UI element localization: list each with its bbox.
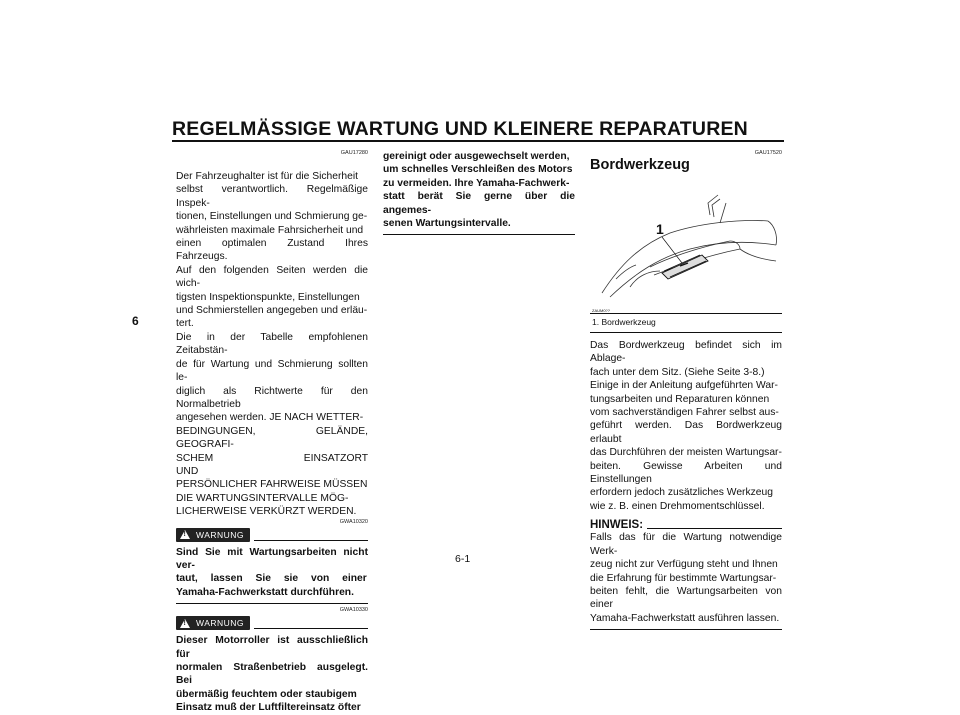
warning-label: WARNUNG (196, 529, 245, 540)
figure-rule (590, 313, 782, 314)
warning-badge (176, 528, 250, 542)
text-line: Yamaha-Fachwerkstatt ausführen lassen. (590, 612, 780, 624)
text-line: SCHEM EINSATZORT UND (176, 452, 368, 477)
warning-code: GWA10330 (339, 607, 368, 614)
figure-callout: 1 (656, 221, 664, 237)
text-line: Dieser Motorroller ist ausschließlich für (176, 635, 368, 660)
note-text (590, 531, 782, 625)
warning-text (176, 546, 368, 600)
page-number: 6-1 (455, 553, 471, 565)
text-line: Sind Sie mit Wartungsarbeiten nicht ver- (176, 546, 368, 571)
text-line: und Schmierstellen angegeben und erläu- (176, 305, 368, 317)
text-line: währleisten maximale Fahrsicherheit und (176, 224, 364, 236)
warning-rule (254, 540, 368, 541)
text-line: Falls das für die Wartung notwendige Werk- (590, 532, 782, 557)
text-line: zu vermeiden. Ihre Yamaha-Fachwerk- (383, 177, 570, 189)
warning-text-continued (383, 150, 575, 230)
text-line: um schnelles Verschleißen des Motors (383, 164, 573, 176)
text-line: Auf den folgenden Seiten werden die wich- (176, 264, 368, 290)
scooter-seat-illustration (590, 175, 782, 303)
chapter-tab: 6 (132, 314, 139, 328)
text-line: senen Wartungsintervalle. (383, 218, 511, 230)
text-line: LICHERWEISE VERKÜRZT WERDEN. (176, 506, 357, 518)
text-line: angesehen werden. JE NACH WETTER- (176, 412, 364, 424)
text-line: BEDINGUNGEN, GELÄNDE, GEOGRAFI- (176, 425, 368, 451)
text-line: tigsten Inspektionspunkte, Einstellungen (176, 291, 360, 303)
warning-triangle-icon: ! (180, 530, 190, 539)
text-line: Die in der Tabelle empfohlenen Zeitabstän- (176, 331, 368, 357)
figure-id: ZAUM0?? (592, 308, 611, 313)
warning-rule (254, 628, 368, 629)
text-line: Yamaha-Fachwerkstatt durchführen. (176, 586, 354, 598)
caption-rule (590, 332, 782, 333)
text-line: geführt werden. Das Bordwerkzeug erlaubt (590, 420, 782, 445)
note-rule (647, 528, 782, 529)
note-header (590, 519, 782, 531)
warning-text (176, 634, 368, 714)
figure-caption: 1. Bordwerkzeug (592, 317, 656, 327)
warning-header (176, 526, 368, 542)
section-code: GAU17520 (754, 150, 782, 156)
text-line: selbst verantwortlich. Regelmäßige Inspek- (176, 184, 368, 209)
text-line: wie z. B. einen Drehmomentschlüssel. (590, 500, 765, 512)
note-end-rule (590, 629, 782, 630)
tool-kit-figure (590, 175, 782, 313)
text-line: übermäßig feuchtem oder staubigem (176, 688, 357, 700)
text-line: einen optimalen Zustand Ihres Fahrzeugs. (176, 238, 368, 263)
body-text (590, 339, 782, 513)
text-line: tert. (176, 318, 194, 330)
text-line: vom sachverständigen Fahrer selbst aus- (590, 407, 779, 419)
warning-code: GWA10320 (339, 518, 368, 525)
text-line: gereinigt oder ausgewechselt werden, (383, 151, 570, 162)
intro-text (176, 170, 368, 519)
text-line: statt berät Sie gerne über die angemes- (383, 191, 575, 216)
page-title: REGELMÄSSIGE WARTUNG UND KLEINERE REPARATUREN (172, 118, 748, 140)
text-line: beiten fehlt, die Wartungsarbeiten von einer (590, 585, 782, 611)
column-2 (383, 150, 575, 235)
text-line: zeug nicht zur Verfügung steht und Ihnen (590, 559, 778, 571)
text-line: das Durchführen der meisten Wartungsar- (590, 447, 782, 459)
warning-label: WARNUNG (196, 618, 245, 629)
section-heading: Bordwerkzeug (590, 157, 690, 173)
text-line: DIE WARTUNGSINTERVALLE MÖG- (176, 492, 349, 504)
column-1 (176, 150, 368, 715)
text-line: tionen, Einstellungen und Schmierung ge- (176, 211, 368, 223)
text-line: fach unter dem Sitz. (Siehe Seite 3-8.) (590, 366, 765, 378)
warning-triangle-icon: ! (180, 619, 190, 628)
warning-end-rule (176, 603, 368, 604)
warning-end-rule (383, 234, 575, 235)
text-line: normalen Straßenbetrieb ausgelegt. Bei (176, 662, 368, 687)
note-label: HINWEIS: (590, 519, 644, 532)
text-line: taut, lassen Sie sie von einer (176, 573, 367, 585)
title-rule (172, 140, 784, 142)
text-line: Einige in der Anleitung aufgeführten War- (590, 380, 778, 392)
text-line: erfordern jedoch zusätzliches Werkzeug (590, 487, 773, 499)
section-code: GAU17280 (340, 150, 368, 156)
text-line: diglich als Richtwerte für den Normalbetrieb (176, 385, 368, 410)
text-line: PERSÖNLICHER FAHRWEISE MÜSSEN (176, 479, 368, 491)
warning-header (176, 614, 368, 630)
text-line: Einsatz muß der Luftfiltereinsatz öfter (176, 702, 361, 714)
text-line: Der Fahrzeughalter ist für die Sicherheit (176, 171, 358, 182)
text-line: beiten. Gewisse Arbeiten und Einstellungen (590, 460, 782, 486)
column-3 (590, 150, 782, 630)
warning-badge (176, 616, 250, 630)
text-line: de für Wartung und Schmierung sollten le- (176, 358, 368, 384)
text-line: tungsarbeiten und Reparaturen können (590, 393, 770, 405)
text-line: die Erfahrung für bestimmte Wartungsar- (590, 572, 777, 584)
text-line: Das Bordwerkzeug befindet sich im Ablage- (590, 340, 782, 365)
